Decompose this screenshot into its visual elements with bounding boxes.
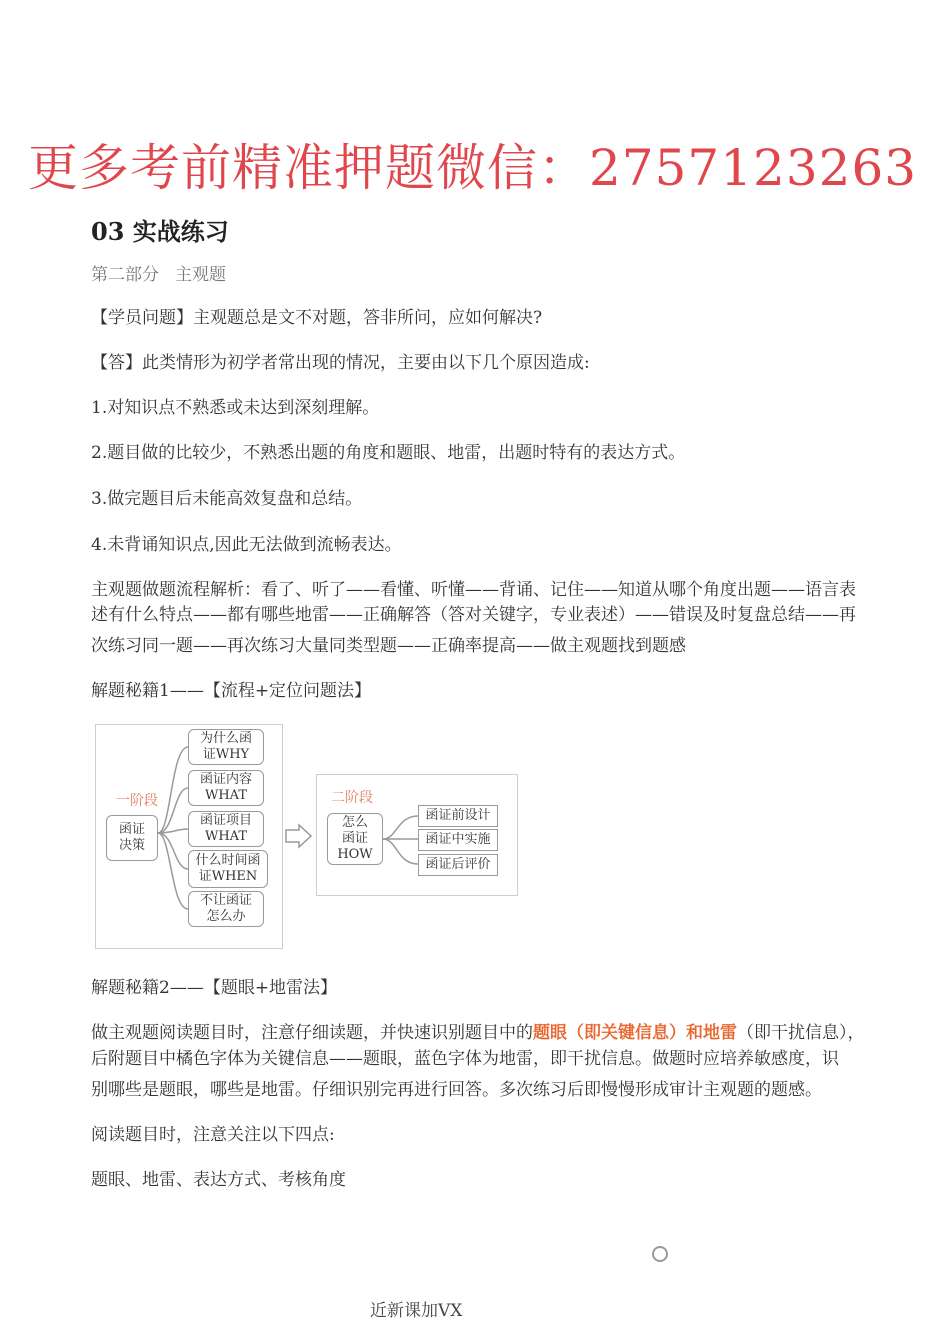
how-line-2: 函证 (341, 831, 368, 846)
branch-refused-line-1: 不让函证 (199, 893, 252, 908)
branch-when-line-1: 什么时间函 (195, 853, 261, 868)
root-node-confirmation-decision (106, 815, 158, 861)
focus-intro: 阅读题目时，注意关注以下四点: (91, 1125, 335, 1145)
method-line-3: 别哪些是题眼，哪些是地雷。仔细识别完再进行回答。多次练习后即慢慢形成审计主观题的题感。 (91, 1080, 822, 1100)
flow-analysis-line-3: 次练习同一题——再次练习大量同类型题——正确率提高——做主观题找到题感 (91, 636, 686, 656)
branch-node-when (188, 850, 268, 888)
branch-items-line-2: WHAT (204, 829, 248, 844)
branch-why-line-1: 为什么函 (199, 731, 252, 746)
part-number: 第二部分 (91, 265, 159, 285)
stage-1-label: 一阶段 (116, 793, 158, 809)
stage-arrow-icon (284, 823, 314, 849)
stage-1-diagram (95, 724, 283, 949)
branch-items-line-1: 函证项目 (199, 813, 252, 828)
section-title: 03 实战练习 (91, 217, 229, 246)
footer-text: 近新课加VX (370, 1301, 463, 1321)
reason-2: 2.题目做的比较少，不熟悉出题的角度和题眼、地雷，出题时特有的表达方式。 (91, 443, 686, 463)
step-in-process: 函证中实施 (418, 829, 498, 851)
method-line-1-end: （即干扰信息）， (737, 1023, 865, 1043)
clipped-header-text (98, 70, 398, 80)
branch-refused-line-2: 怎么办 (206, 909, 246, 924)
branch-content-line-2: WHAT (204, 788, 248, 803)
branch-node-items-what (188, 811, 264, 847)
student-question: 【学员问题】主观题总是文不对题，答非所问，应如何解决? (91, 308, 543, 328)
step-post-evaluation: 函证后评价 (418, 854, 498, 876)
flow-analysis-line-1: 主观题做题流程解析：看了、听了——看懂、听懂——背诵、记住——知道从哪个角度出题——语言表 (91, 580, 856, 600)
branch-why-line-2: 证WHY (202, 747, 250, 762)
branch-when-line-2: 证WHEN (198, 869, 258, 884)
stage-2-label: 二阶段 (331, 790, 373, 806)
part-subject: 主观题 (175, 265, 226, 285)
how-line-1: 怎么 (341, 815, 368, 830)
root-node-line-2: 决策 (118, 838, 145, 853)
root-node-line-1: 函证 (118, 822, 145, 837)
highlighted-keywords: 题眼（即关键信息）和地雷 (533, 1023, 737, 1043)
branch-content-line-1: 函证内容 (199, 772, 252, 787)
secret-2-heading: 解题秘籍2——【题眼+地雷法】 (91, 978, 338, 998)
secret-1-heading: 解题秘籍1——【流程+定位问题法】 (91, 681, 372, 701)
watermark: 更多考前精准押题微信：2757123263 (28, 139, 918, 197)
method-line-1-start: 做主观题阅读题目时，注意仔细读题，并快速识别题目中的 (91, 1023, 533, 1043)
how-line-3: HOW (337, 847, 373, 862)
reason-3: 3.做完题目后未能高效复盘和总结。 (91, 489, 363, 509)
method-line-2: 后附题目中橘色字体为关键信息——题眼，蓝色字体为地雷，即干扰信息。做题时应培养敏感度，识 (91, 1049, 839, 1069)
focus-items: 题眼、地雷、表达方式、考核角度 (91, 1170, 346, 1190)
branch-node-refused (188, 891, 264, 927)
reason-1: 1.对知识点不熟悉或未达到深刻理解。 (91, 398, 380, 418)
stage-2-diagram (316, 774, 518, 896)
flow-analysis-line-2: 述有什么特点——都有哪些地雷——正确解答（答对关键字，专业表述）——错误及时复盘总结——再 (91, 605, 856, 625)
answer-intro: 【答】此类情形为初学者常出现的情况，主要由以下几个原因造成: (91, 353, 590, 373)
branch-node-content-what (188, 770, 264, 806)
part-label (91, 260, 226, 285)
reason-4: 4.未背诵知识点,因此无法做到流畅表达。 (91, 535, 402, 555)
branch-node-why (188, 729, 264, 765)
step-pre-design: 函证前设计 (418, 805, 498, 827)
footer-logo-icon (652, 1246, 668, 1262)
how-node (327, 813, 383, 865)
